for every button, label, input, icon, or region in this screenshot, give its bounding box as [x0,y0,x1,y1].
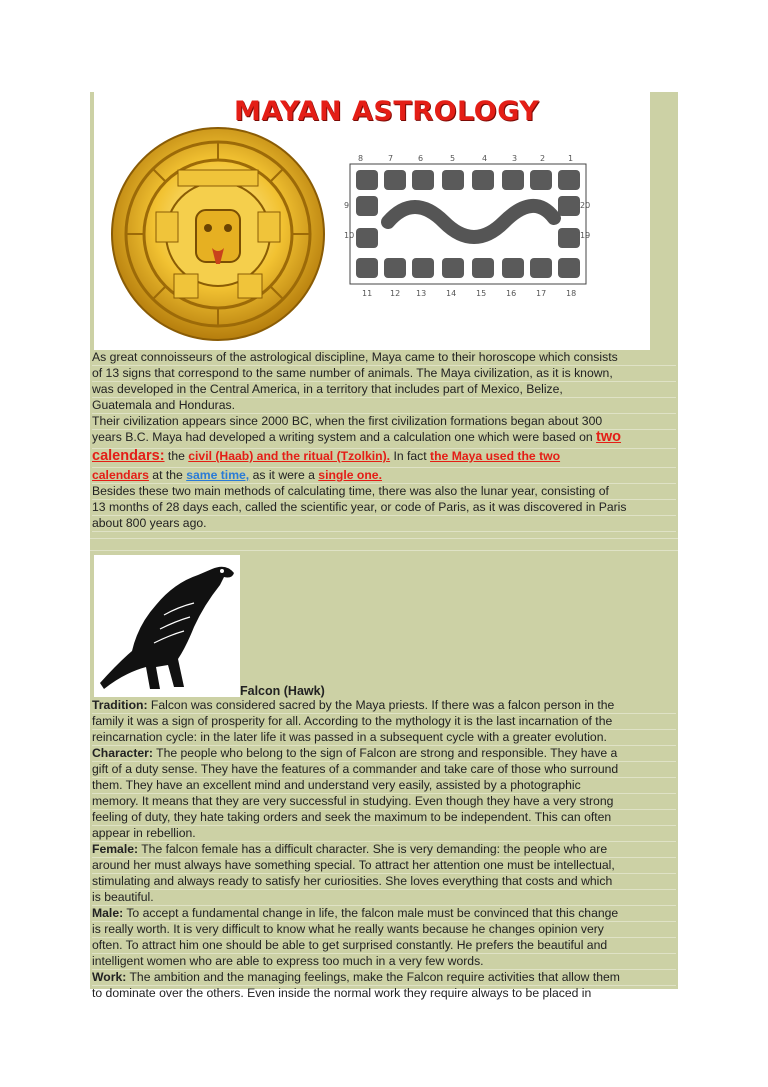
text-line: As great connoisseurs of the astrological discipline, Maya came to their horoscope which consists [92,350,676,366]
text-line: to dominate over the others. Even inside the normal work they require always to be placed in [92,986,592,1000]
intro-paragraph [92,350,676,532]
text-line: Their civilization appears since 2000 BC, when the first civilization formations began about 300 [92,414,676,430]
text-line: of 13 signs that correspond to the same number of animals. The Maya civilization, as it is known, [92,366,676,382]
text-line: reincarnation cycle: in the later life it was passed in a subsequent cycle with a greater evolution. [92,730,676,746]
text-span: The falcon female has a difficult character. She is very demanding: the people who are [138,842,608,856]
link-calendars-2[interactable]: calendars [92,468,149,482]
glyph-number: 13 [416,289,427,298]
text-line: gift of a duty sense. They have the features of a commander and take care of those who surround [92,762,676,778]
glyph-number: 18 [566,289,577,298]
link-two[interactable]: two [596,430,622,445]
label-tradition: Tradition: [92,698,148,712]
glyph-number: 15 [476,289,487,298]
link-civil-ritual[interactable]: civil (Haab) and the ritual (Tzolkin). [188,449,391,463]
text-line [92,970,676,986]
glyph-number: 16 [506,289,517,298]
text-line [92,906,676,922]
text-line: appear in rebellion. [92,826,676,842]
glyph-number: 6 [418,154,424,163]
glyph-number: 9 [344,201,350,210]
text-span: the [164,449,189,463]
text-line: Guatemala and Honduras. [92,398,676,414]
text-line: memory. It means that they are very successful in studying. Even though they have a very strong [92,794,676,810]
glyph-number: 7 [388,154,394,163]
text-span: To accept a fundamental change in life, the falcon male must be convinced that this change [123,906,619,920]
label-male: Male: [92,906,124,920]
text-span: The people who belong to the sign of Falcon are strong and responsible. They have a [152,746,618,760]
banner-title: MAYAN ASTROLOGY [234,96,540,127]
link-calendars[interactable]: calendars: [92,449,165,464]
glyph-number: 1 [568,154,574,163]
glyph-number: 20 [580,201,591,210]
text-line: 13 months of 28 days each, called the scientific year, or code of Paris, as it was discovered in Paris [92,500,676,516]
glyph-number: 10 [344,231,355,240]
mayan-calendar-glyphs-image [344,152,594,302]
text-line [92,468,676,484]
text-span: The ambition and the managing feelings, make the Falcon require activities that allow them [126,970,620,984]
label-female: Female: [92,842,139,856]
text-line: Besides these two main methods of calculating time, there was also the lunar year, consisting of [92,484,676,500]
text-line: intelligent women who are able to express too much in a very few words. [92,954,676,970]
glyph-number: 8 [358,154,364,163]
text-line: about 800 years ago. [92,516,676,532]
document-page [90,92,678,1000]
falcon-description [92,698,676,1001]
glyph-number: 11 [362,289,373,298]
glyph-number: 12 [390,289,401,298]
text-line [92,430,676,449]
text-span: Falcon was considered sacred by the Maya priests. If there was a falcon person in the [147,698,615,712]
text-line: feeling of duty, they hate taking orders and seek the maximum to be independent. This can often [92,810,676,826]
glyph-number: 5 [450,154,456,163]
glyph-number: 4 [482,154,488,163]
text-line [92,746,676,762]
glyph-number: 19 [580,231,591,240]
link-same-time[interactable]: same time, [186,468,250,482]
link-maya-used[interactable]: the Maya used the two [430,449,561,463]
text-line: around her must always have something special. To attract her attention one must be intellectual, [92,858,676,874]
text-line: family it was a sign of prosperity for all. According to the mythology it is the last incarnation of the [92,714,676,730]
falcon-image [94,555,240,697]
text-line: was developed in the Central America, in a territory that includes part of Mexico, Belize, [92,382,676,398]
row-divider [90,550,678,551]
row-divider [90,538,678,539]
falcon-heading: Falcon (Hawk) [240,684,325,698]
text-line: is beautiful. [92,890,676,906]
aztec-sun-stone-image [108,124,328,344]
glyph-number: 17 [536,289,547,298]
text-span: In fact [390,449,431,463]
text-line [92,449,676,468]
mayan-astrology-banner [94,92,650,350]
text-line [92,842,676,858]
text-line: them. They have an excellent mind and understand very easily, assisted by a photographic [92,778,676,794]
text-span: at the [148,468,187,482]
text-line: often. To attract him one should be able to get surprised constantly. He prefers the beautiful and [92,938,676,954]
glyph-number: 2 [540,154,546,163]
glyph-number: 14 [446,289,457,298]
text-span: as it were a [249,468,319,482]
text-line: stimulating and always ready to satisfy her curiosities. She loves everything that costs and which [92,874,676,890]
link-single-one[interactable]: single one. [318,468,382,482]
text-span: years B.C. Maya had developed a writing system and a calculation one which were based on [92,430,597,444]
falcon-silhouette-icon [94,555,240,697]
glyph-number: 3 [512,154,518,163]
text-line [92,698,676,714]
label-character: Character: [92,746,153,760]
text-line: is really worth. It is very difficult to know what he really wants because he changes opinion very [92,922,676,938]
label-work: Work: [92,970,127,984]
